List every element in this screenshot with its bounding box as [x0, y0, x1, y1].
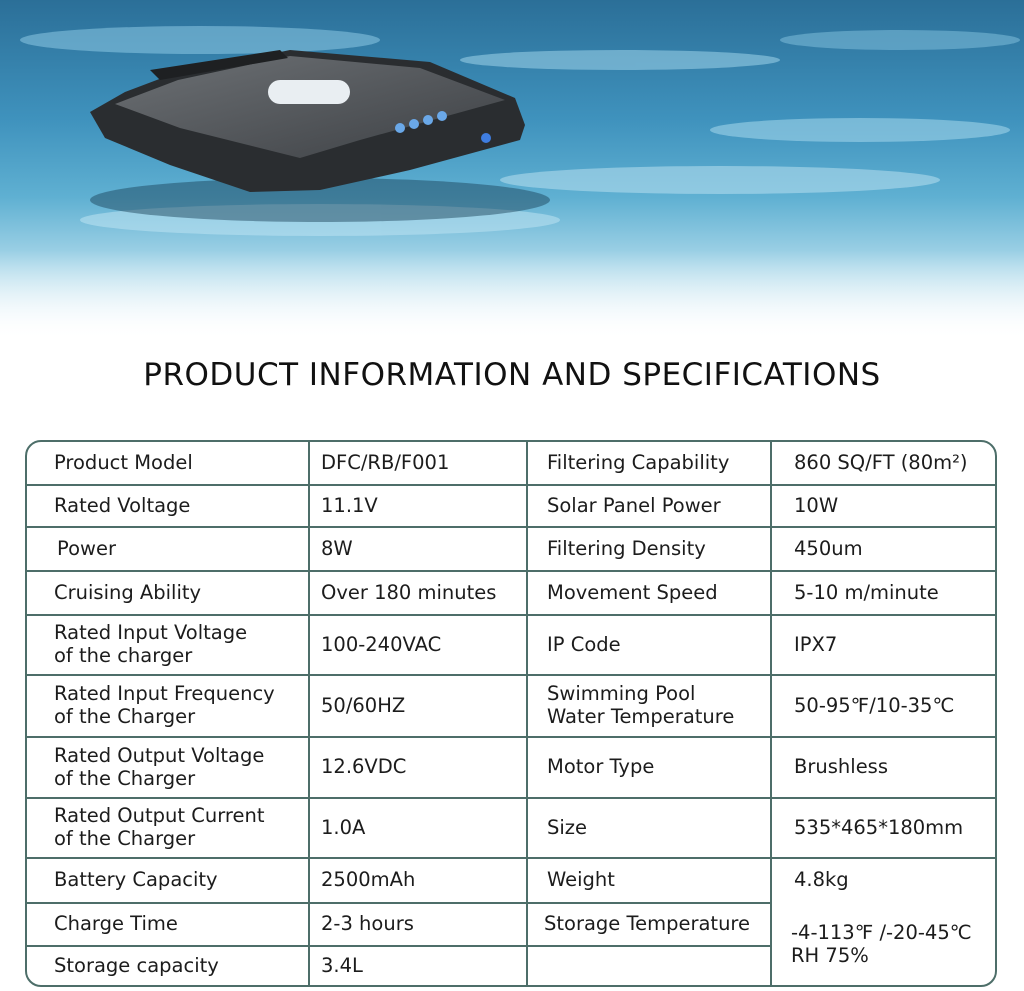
spec-label: Solar Panel Power	[547, 494, 721, 517]
spec-label: Cruising Ability	[54, 581, 202, 604]
spec-value: Over 180 minutes	[321, 581, 497, 604]
spec-label: Motor Type	[547, 755, 655, 778]
spec-value: 2500mAh	[321, 868, 416, 891]
row-divider	[27, 674, 770, 676]
row-divider	[27, 857, 770, 859]
spec-label: Filtering Capability	[547, 451, 730, 474]
row-divider	[770, 614, 995, 616]
spec-value: 11.1V	[321, 494, 378, 517]
row-divider	[770, 857, 995, 859]
row-divider	[770, 797, 995, 799]
spec-label: Rated Output Voltage of the Charger	[54, 744, 265, 790]
row-divider	[27, 526, 770, 528]
spec-label: Rated Input Frequency of the Charger	[54, 682, 275, 728]
column-divider	[770, 441, 772, 985]
row-divider	[27, 736, 770, 738]
spec-value: Brushless	[794, 755, 889, 778]
row-divider	[27, 902, 770, 904]
spec-value: 5-10 m/minute	[794, 581, 939, 604]
spec-value: 10W	[794, 494, 839, 517]
spec-value: IPX7	[794, 633, 838, 656]
spec-value: 1.0A	[321, 816, 366, 839]
spec-label: Rated Voltage	[54, 494, 191, 517]
spec-value: 50-95℉/10-35℃	[794, 694, 955, 717]
row-divider	[27, 945, 526, 947]
page-title: PRODUCT INFORMATION AND SPECIFICATIONS	[143, 357, 881, 393]
spec-label: Movement Speed	[547, 581, 718, 604]
spec-label: Product Model	[54, 451, 193, 474]
row-divider	[770, 484, 995, 486]
spec-value: 50/60HZ	[321, 694, 406, 717]
row-divider	[27, 614, 770, 616]
row-divider	[770, 570, 995, 572]
row-divider	[770, 526, 995, 528]
spec-label: Size	[547, 816, 588, 839]
spec-value: DFC/RB/F001	[321, 451, 450, 474]
spec-value: 8W	[321, 537, 353, 560]
spec-label: Storage Temperature	[544, 912, 751, 935]
spec-label: IP Code	[547, 633, 621, 656]
spec-label: Storage capacity	[54, 954, 219, 977]
row-divider	[27, 484, 770, 486]
hero-image	[0, 0, 1024, 340]
row-divider	[770, 674, 995, 676]
spec-label: Battery Capacity	[54, 868, 218, 891]
spec-label: Rated Output Current of the Charger	[54, 804, 265, 850]
spec-label: Rated Input Voltage of the charger	[54, 621, 248, 667]
row-divider	[770, 736, 995, 738]
spec-value: 2-3 hours	[321, 912, 414, 935]
row-divider	[27, 797, 770, 799]
spec-value: 100-240VAC	[321, 633, 442, 656]
spec-label: Filtering Density	[547, 537, 706, 560]
row-divider	[27, 570, 770, 572]
spec-value: 450um	[794, 537, 863, 560]
spec-value: 860 SQ/FT (80m²)	[794, 451, 968, 474]
spec-value: 12.6VDC	[321, 755, 407, 778]
spec-label: Weight	[547, 868, 615, 891]
spec-label: Swimming Pool Water Temperature	[547, 682, 735, 728]
spec-value: 535*465*180mm	[794, 816, 964, 839]
spec-value: 4.8kg	[794, 868, 849, 891]
spec-value: 3.4L	[321, 954, 363, 977]
spec-value: -4-113℉ /-20-45℃ RH 75%	[791, 921, 972, 967]
spec-label: Charge Time	[54, 912, 178, 935]
spec-label: Power	[57, 537, 116, 560]
pool-skimmer-illustration	[0, 0, 1024, 340]
